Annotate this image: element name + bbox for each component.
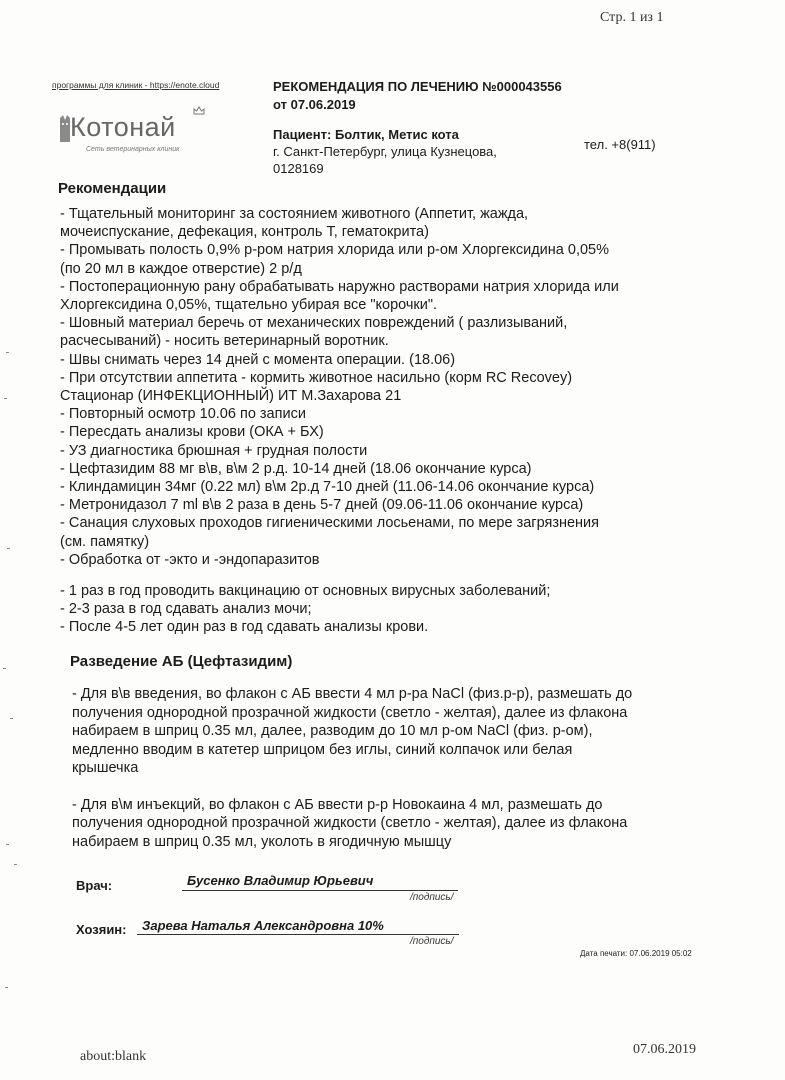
list-item: расчесываний) - носить ветеринарный воротник. — [60, 333, 389, 350]
list-item: - После 4-5 лет один раз в год сдавать анализы крови. — [60, 619, 429, 636]
footer-date: 07.06.2019 — [633, 1042, 696, 1057]
doctor-signature-caption: /подпись/ — [410, 892, 454, 903]
page-number: Стр. 1 из 1 — [600, 10, 664, 25]
owner-label: Хозяин: — [76, 922, 127, 937]
list-item: - Тщательный мониторинг за состоянием животного (Аппетит, жажда, — [60, 206, 529, 222]
list-item: набираем в шприц 0.35 мл, уколоть в ягодичную мышцу — [72, 833, 452, 850]
list-item: (см. памятку) — [60, 533, 150, 550]
clinic-software-link[interactable]: программы для клиник - https://enote.cloud — [52, 80, 220, 90]
crown-icon — [193, 106, 205, 115]
list-item: получения однородной прозрачной жидкости (светло - желтая), далее из флакона — [72, 815, 628, 831]
list-item: - Обработка от -экто и -эндопаразитов — [60, 551, 320, 568]
owner-name: Зарева Наталья Александровна 10% — [142, 918, 384, 933]
owner-address: г. Санкт-Петербург, улица Кузнецова, 0128169 — [273, 144, 497, 176]
owner-phone: тел. +8(911) — [584, 137, 656, 152]
list-item: - Метронидазол 7 ml в\в 2 раза в день 5-7 дней (09.06-11.06 окончание курса) — [60, 497, 584, 514]
recommendations-heading: Рекомендации — [58, 180, 167, 197]
list-item: медленно вводим в катетер шприцом без иглы, синий колпачок или белая — [72, 741, 573, 758]
list-item: - УЗ диагностика брюшная + грудная полости — [60, 442, 368, 459]
list-item: - 2-3 раза в год сдавать анализ мочи; — [60, 601, 312, 618]
list-item: - Шовный материал беречь от механических повреждений ( разлизываний, — [60, 315, 568, 332]
list-item: - Повторный осмотр 10.06 по записи — [60, 406, 306, 423]
clinic-logo — [58, 112, 218, 162]
list-item: - Цефтазидим 88 мг в\в, в\м 2 р.д. 10-14 дней (18.06 окончание курса) — [60, 460, 532, 477]
list-item: - Швы снимать через 14 дней с момента операции. (18.06) — [60, 351, 456, 368]
list-item: набираем в шприц 0.35 мл, далее, разводим до 10 мл р-ом NaCl (физ. р-ом), — [72, 723, 593, 739]
list-item: - Для в\м инъекций, во флакон с АБ ввести р-р Новокаина 4 мл, размешать до — [72, 796, 603, 813]
list-item: - Пересдать анализы крови (ОКА + БХ) — [60, 424, 324, 441]
list-item: получения однородной прозрачной жидкости (светло - желтая), далее из флакона — [72, 704, 628, 721]
logo-tagline: Сеть ветеринарных клиник — [86, 146, 180, 153]
list-item: - Клиндамицин 34мг (0.22 мл) в\м 2р.д 7-10 дней (11.06-14.06 окончание курса) — [60, 479, 595, 496]
list-item: - Для в\в введения, во флакон с АБ ввести 4 мл р-ра NaCl (физ.р-р), размешать до — [72, 686, 633, 702]
doctor-name: Бусенко Владимир Юрьевич — [187, 873, 374, 888]
footer-url: about:blank — [80, 1049, 147, 1064]
list-item: Хлоргексидина 0,05%, тщательно убирая все "корочки". — [60, 297, 438, 314]
patient-info: Пациент: Болтик, Метис кота — [273, 127, 459, 142]
recommendation-date: от 07.06.2019 — [273, 97, 356, 112]
list-item: - При отсутствии аппетита - кормить животное насильно (корм RC Recovey) — [60, 369, 573, 386]
doctor-label: Врач: — [76, 878, 113, 893]
list-item: (по 20 мл в каждое отверстие) 2 р/д — [60, 260, 302, 277]
list-item: - 1 раз в год проводить вакцинацию от основных вирусных заболеваний; — [60, 583, 551, 600]
doctor-signature-line — [182, 890, 458, 891]
dilution-instructions — [72, 685, 632, 851]
recommendation-title: РЕКОМЕНДАЦИЯ ПО ЛЕЧЕНИЮ №000043556 — [273, 79, 562, 94]
owner-signature-line — [137, 934, 459, 935]
print-date: Дата печати: 07.06.2019 05:02 — [580, 949, 692, 958]
list-item: крышечка — [72, 760, 139, 776]
logo-brand: Котонай — [70, 112, 176, 142]
list-item: мочеиспускание, дефекация, контроль Т, гематокрита) — [60, 224, 429, 241]
recommendations-list — [60, 205, 619, 637]
list-item: Стационар (ИНФЕКЦИОННЫЙ) ИТ М.Захарова 21 — [60, 388, 402, 405]
owner-signature-caption: /подпись/ — [410, 936, 454, 947]
list-item: - Санация слуховых проходов гигиеническими лосьенами, по мере загрязнения — [60, 515, 600, 532]
list-item: - Постоперационную рану обрабатывать наружно растворами натрия хлорида или — [60, 278, 619, 295]
list-item: - Промывать полость 0,9% р-ром натрия хлорида или р-ом Хлоргексидина 0,05% — [60, 242, 609, 259]
dilution-heading: Разведение АБ (Цефтазидим) — [70, 653, 293, 670]
